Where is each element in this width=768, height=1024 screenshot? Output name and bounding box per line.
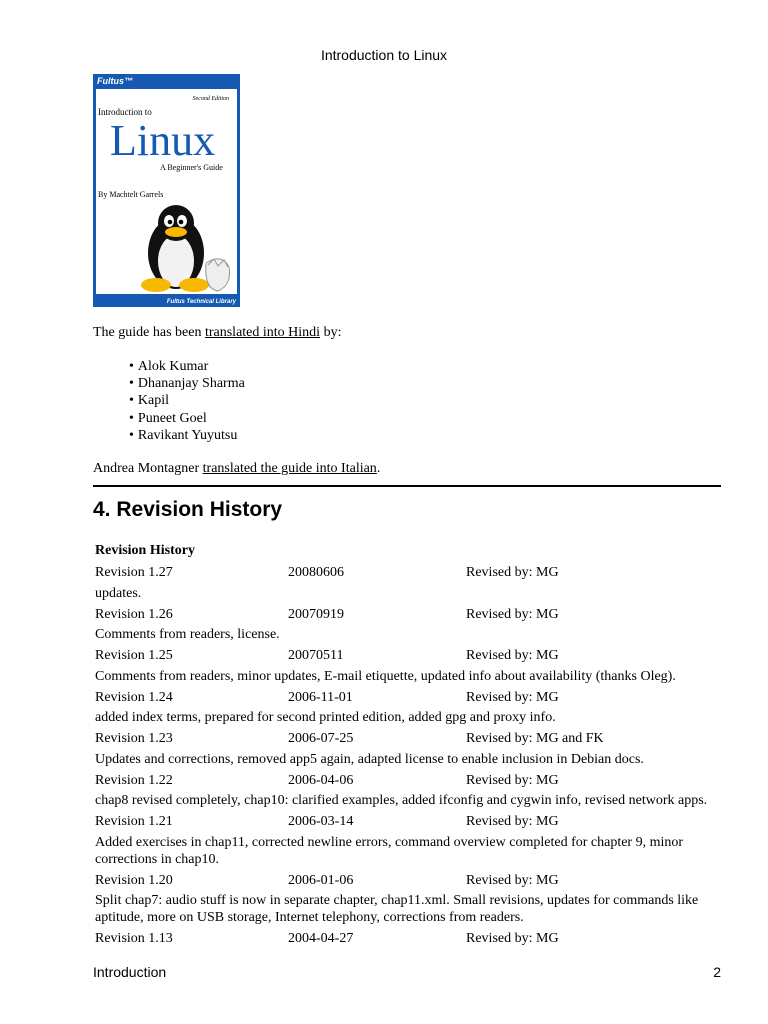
cover-inner-panel (96, 89, 237, 294)
cover-edition: Second Edition (192, 96, 229, 102)
revision-author: Revised by: MG (466, 772, 559, 788)
list-item: • Kapil (129, 392, 245, 409)
list-item: • Alok Kumar (129, 358, 245, 375)
revision-number: Revision 1.24 (95, 689, 173, 705)
section-divider (93, 485, 721, 487)
revision-description: Split chap7: audio stuff is now in separate chapter, chap11.xml. Small revisions, updates for commands like aptitude, more on USB storage, Internet telephony, corrections from readers. (95, 893, 699, 925)
revision-author: Revised by: MG (466, 606, 559, 622)
revision-number: Revision 1.23 (95, 731, 173, 746)
tux-penguin-icon (136, 201, 236, 296)
footer-page-number: 2 (713, 964, 721, 980)
italian-translation-link[interactable]: translated the guide into Italian (202, 461, 377, 476)
italian-suffix: . (376, 461, 381, 476)
revision-description: Updates and corrections, removed app5 again, adapted license to enable inclusion in Debian docs. (95, 751, 644, 767)
revision-description: Comments from readers, license. (95, 627, 280, 642)
list-item: • Ravikant Yuyutsu (129, 427, 245, 444)
cover-author: By Machtelt Garrels (98, 190, 164, 199)
italian-prefix: Andrea Montagner (93, 461, 203, 476)
translator-list (129, 358, 245, 444)
revision-number: Revision 1.25 (95, 648, 173, 663)
revision-row (95, 730, 735, 751)
revision-author: Revised by: MG and FK (466, 731, 604, 746)
revision-description: chap8 revised completely, chap10: clarified examples, added ifconfig and cygwin info, revised network apps. (95, 793, 708, 808)
revision-author: Revised by: MG (466, 648, 559, 663)
revision-number: Revision 1.22 (95, 772, 173, 788)
revision-description: Added exercises in chap11, corrected newline errors, command overview completed for chapter 9, minor corrections in chap10. (95, 834, 684, 867)
revision-author: Revised by: MG (466, 931, 559, 946)
section-heading: 4. Revision History (93, 498, 283, 521)
revision-author: Revised by: MG (466, 689, 559, 705)
list-item: • Puneet Goel (129, 410, 245, 427)
revision-author: Revised by: MG (466, 814, 559, 829)
book-cover-image (93, 74, 240, 307)
page-header-title: Introduction to Linux (320, 47, 448, 63)
revision-date: 20080606 (288, 565, 344, 580)
revision-date: 20070919 (288, 606, 344, 622)
revision-description: added index terms, prepared for second printed edition, added gpg and proxy info. (95, 710, 556, 725)
revision-date: 20070511 (288, 648, 344, 663)
revision-date: 2004-04-27 (288, 931, 354, 946)
cover-small-title: Introduction to (98, 107, 152, 117)
revision-row (95, 813, 735, 834)
revision-row (95, 872, 735, 893)
revision-author: Revised by: MG (466, 565, 559, 580)
revision-number: Revision 1.26 (95, 606, 173, 622)
hindi-prefix: The guide has been (93, 325, 205, 340)
italian-translation-paragraph (93, 460, 380, 477)
revision-history-table (95, 564, 735, 951)
revision-row (95, 772, 735, 793)
revision-description: updates. (95, 585, 142, 601)
revision-number: Revision 1.20 (95, 872, 173, 888)
revision-date: 2006-11-01 (288, 689, 353, 705)
revision-history-label: Revision History (95, 543, 195, 558)
revision-number: Revision 1.13 (95, 931, 173, 946)
hindi-suffix: by: (320, 325, 342, 340)
revision-date: 2006-04-06 (288, 772, 354, 788)
revision-author: Revised by: MG (466, 872, 559, 888)
footer-chapter-title: Introduction (93, 964, 167, 980)
revision-number: Revision 1.27 (95, 565, 173, 580)
revision-date: 2006-07-25 (288, 731, 354, 746)
list-item: • Dhananjay Sharma (129, 375, 245, 392)
cover-subtitle: A Beginner's Guide (160, 163, 223, 172)
cover-big-title: Linux (110, 116, 216, 165)
cover-library-label: Fultus Technical Library (166, 299, 236, 305)
revision-number: Revision 1.21 (95, 814, 173, 829)
revision-row (95, 647, 735, 668)
revision-row (95, 564, 735, 585)
hindi-translation-paragraph (93, 324, 341, 341)
revision-row (95, 606, 735, 627)
revision-date: 2006-03-14 (288, 814, 354, 829)
cover-publisher: Fultus™ (97, 76, 133, 86)
revision-row (95, 930, 735, 951)
hindi-translation-link[interactable]: translated into Hindi (204, 325, 321, 340)
revision-description: Comments from readers, minor updates, E-mail etiquette, updated info about availability (thanks Oleg). (95, 668, 676, 684)
revision-row (95, 689, 735, 710)
revision-date: 2006-01-06 (288, 872, 354, 888)
